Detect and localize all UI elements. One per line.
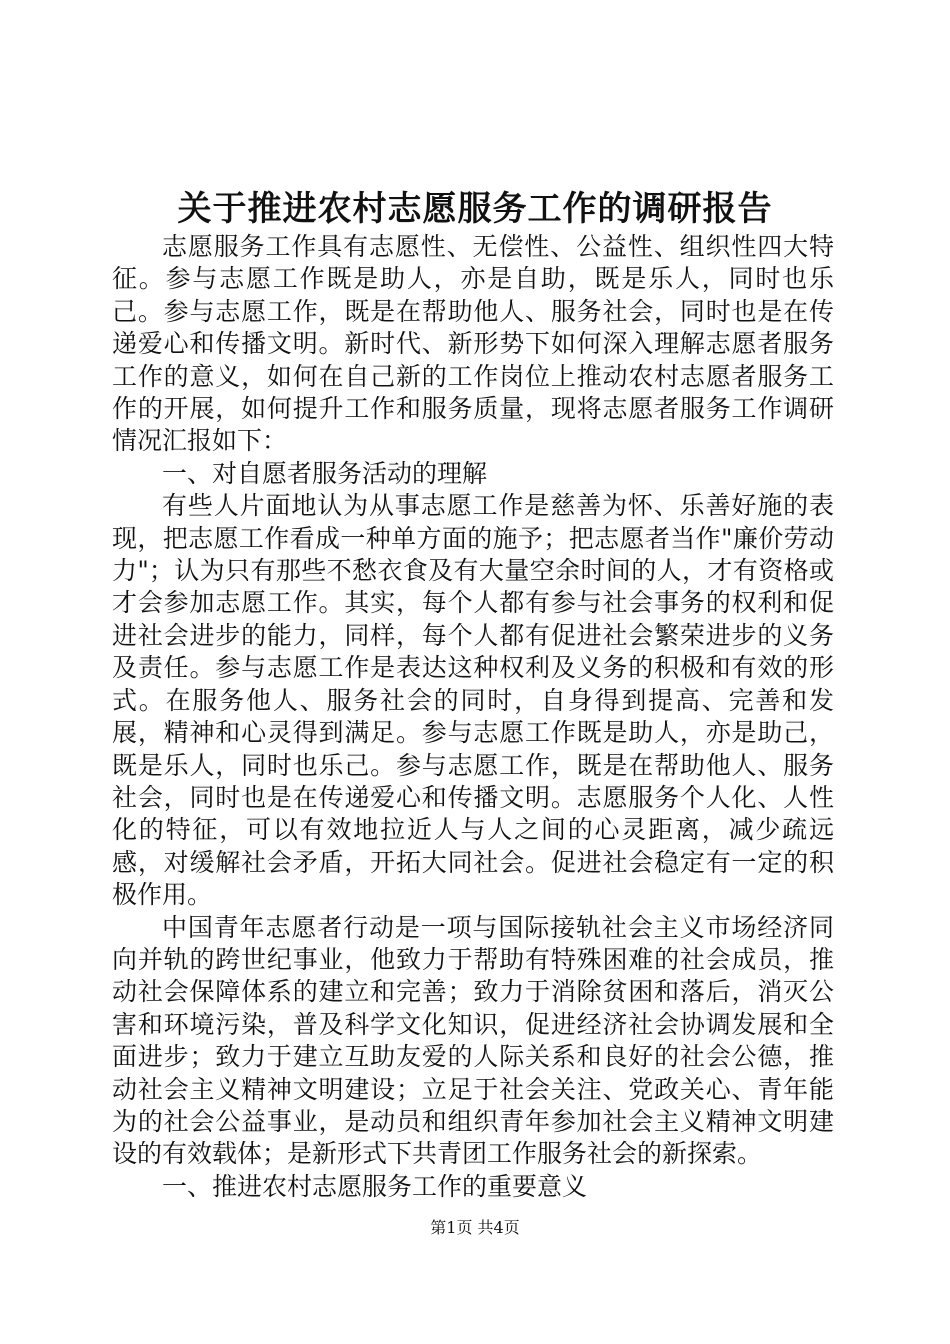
paragraph-understanding: 有些人片面地认为从事志愿工作是慈善为怀、乐善好施的表现，把志愿工作看成一种单方面的施予；把志愿者当作"廉价劳动力"；认为只有那些不愁衣食及有大量空余时间的人，才有资格或才会参加志愿工作。其实，每个人都有参与社会事务的权利和促进社会进步的能力，同样，每个人都有促进社会繁荣进步的义务及责任。参与志愿工作是表达这种权利及义务的积极和有效的形式。在服务他人、服务社会的同时，自身得到提高、完善和发展，精神和心灵得到满足。参与志愿工作既是助人，亦是助己，既是乐人，同时也乐己。参与志愿工作，既是在帮助他人、服务社会，同时也是在传递爱心和传播文明。志愿服务个人化、人性化的特征，可以有效地拉近人与人之间的心灵距离，减少疏远感，对缓解社会矛盾，开拓大同社会。促进社会稳定有一定的积极作用。 — [112, 491, 834, 910]
section-heading-significance: 一、推进农村志愿服务工作的重要意义 — [162, 1171, 588, 1201]
page-number-footer: 第1页 共4页 — [430, 1218, 520, 1237]
document-body — [112, 231, 834, 1203]
paragraph-intro: 志愿服务工作具有志愿性、无偿性、公益性、组织性四大特征。参与志愿工作既是助人，亦是自助，既是乐人，同时也乐己。参与志愿工作，既是在帮助他人、服务社会，同时也是在传递爱心和传播文明。新时代、新形势下如何深入理解志愿者服务工作的意义，如何在自己新的工作岗位上推动农村志愿者服务工作的开展，如何提升工作和服务质量，现将志愿者服务工作调研情况汇报如下： — [112, 232, 834, 456]
paragraph-youth-volunteer-action: 中国青年志愿者行动是一项与国际接轨社会主义市场经济同向并轨的跨世纪事业，他致力于帮助有特殊困难的社会成员，推动社会保障体系的建立和完善；致力于消除贫困和落后，消灭公害和环境污染，普及科学文化知识，促进经济社会协调发展和全面进步；致力于建立互助友爱的人际关系和良好的社会公德，推动社会主义精神文明建设；立足于社会关注、党政关心、青年能为的社会公益事业，是动员和组织青年参加社会主义精神文明建设的有效载体；是新形式下共青团工作服务社会的新探索。 — [112, 912, 834, 1169]
document-title: 关于推进农村志愿服务工作的调研报告 — [177, 189, 773, 229]
section-heading-understanding: 一、对自愿者服务活动的理解 — [162, 458, 488, 488]
